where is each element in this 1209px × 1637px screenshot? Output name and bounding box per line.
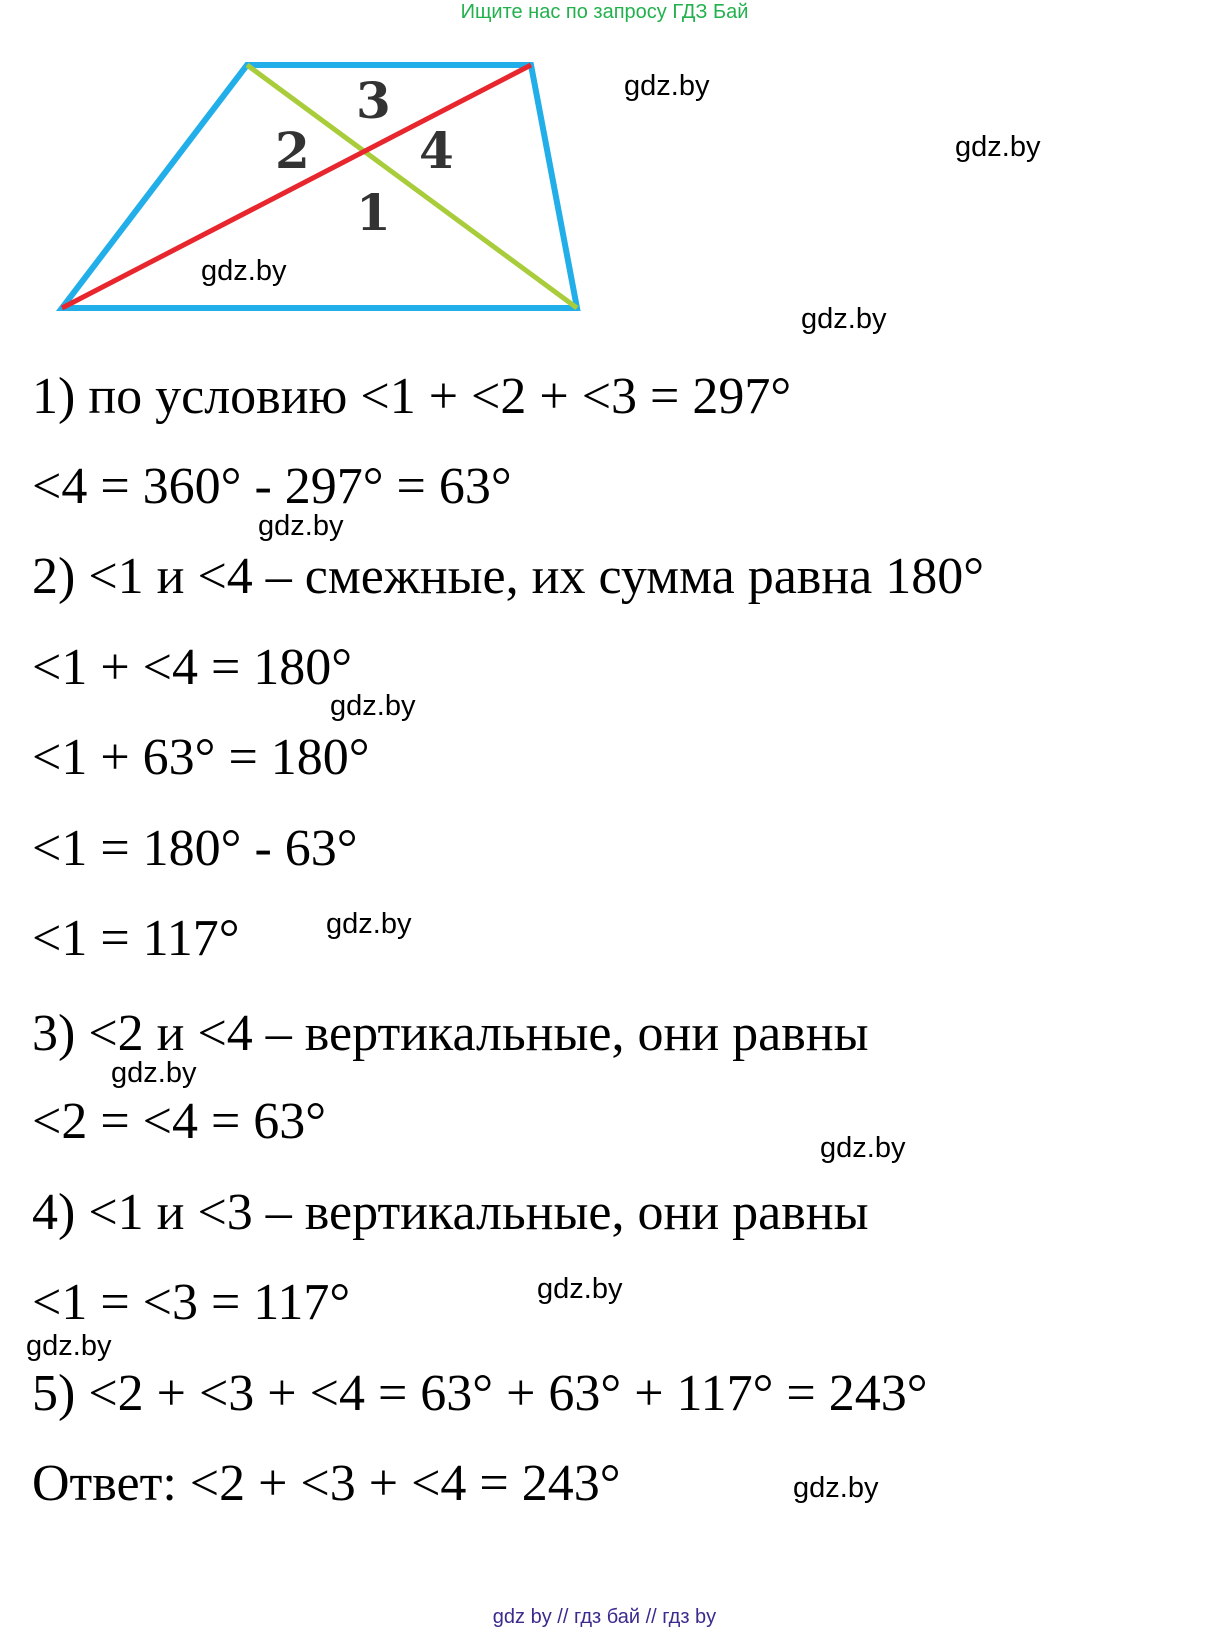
watermark: gdz.by xyxy=(326,908,412,940)
solution-equation: <1 + 63° = 180° xyxy=(32,729,370,786)
watermark: gdz.by xyxy=(624,70,710,102)
watermark: gdz.by xyxy=(26,1330,112,1362)
watermark: gdz.by xyxy=(793,1472,879,1504)
watermark: gdz.by xyxy=(955,131,1041,163)
trapezoid-diagram xyxy=(0,0,620,340)
angle-label-2: 2 xyxy=(275,121,310,180)
solution-step-2: 2) <1 и <4 – смежные, их сумма равна 180° xyxy=(32,548,985,605)
watermark: gdz.by xyxy=(537,1273,623,1305)
watermark: gdz.by xyxy=(201,255,287,287)
trapezoid-outline xyxy=(62,65,577,308)
solution-equation: <1 = 180° - 63° xyxy=(32,820,358,877)
solution-step-1: 1) по условию <1 + <2 + <3 = 297° xyxy=(32,368,792,425)
watermark: gdz.by xyxy=(330,690,416,722)
angle-label-4: 4 xyxy=(419,121,454,180)
angle-label-3: 3 xyxy=(356,71,391,130)
angle-label-1: 1 xyxy=(356,183,391,242)
solution-step-4: 4) <1 и <3 – вертикальные, они равны xyxy=(32,1184,869,1241)
solution-angle4-calc: <4 = 360° - 297° = 63° xyxy=(32,458,512,515)
solution-equation: <1 = 117° xyxy=(32,910,240,967)
search-hint-banner: Ищите нас по запросу ГДЗ Бай xyxy=(460,1,749,23)
solution-equation: <1 = <3 = 117° xyxy=(32,1274,351,1331)
solution-equation: <2 = <4 = 63° xyxy=(32,1093,327,1150)
trapezoid-figure xyxy=(0,0,620,340)
solution-step-3: 3) <2 и <4 – вертикальные, они равны xyxy=(32,1005,869,1062)
watermark: gdz.by xyxy=(111,1057,197,1089)
solution-equation: <1 + <4 = 180° xyxy=(32,639,353,696)
solution-step-5: 5) <2 + <3 + <4 = 63° + 63° + 117° = 243° xyxy=(32,1365,928,1422)
footer-links: gdz by // гдз бай // гдз by xyxy=(492,1606,717,1628)
solution-answer: Ответ: <2 + <3 + <4 = 243° xyxy=(32,1455,621,1512)
watermark: gdz.by xyxy=(820,1132,906,1164)
watermark: gdz.by xyxy=(258,510,344,542)
watermark: gdz.by xyxy=(801,303,887,335)
